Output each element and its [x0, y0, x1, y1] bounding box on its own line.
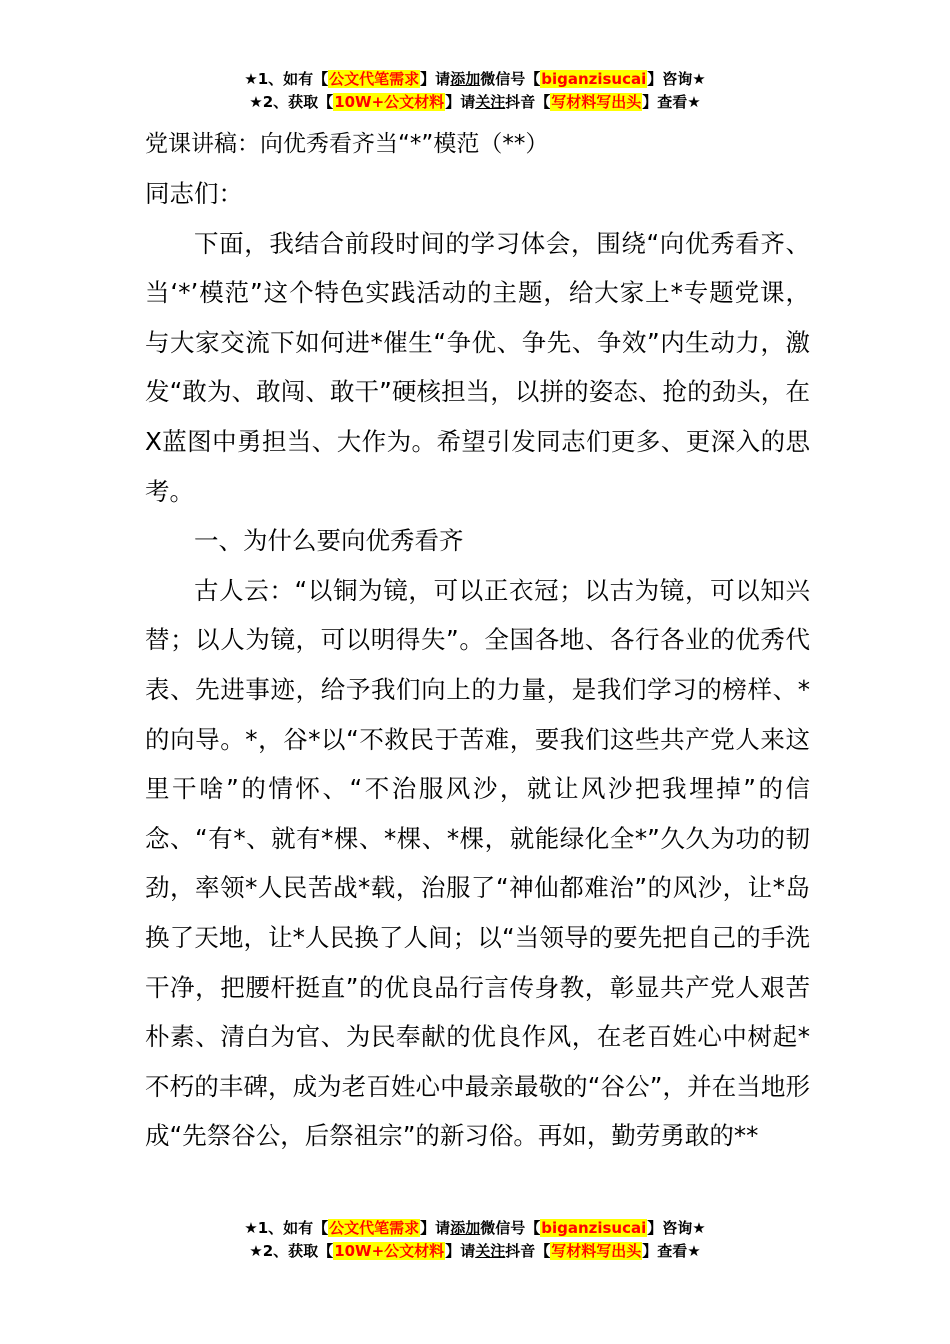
document-body [145, 120, 810, 1161]
highlight-text: biganzisucai [541, 1219, 647, 1237]
banner-line-2: ★2、获取【10W+公文材料】请关注抖音【写材料写出头】查看★ [249, 1242, 701, 1260]
header-banner [0, 68, 950, 114]
banner-line-2: ★2、获取【10W+公文材料】请关注抖音【写材料写出头】查看★ [249, 93, 701, 111]
highlight-text: 写材料写出头 [551, 1242, 642, 1260]
document-title: 党课讲稿：向优秀看齐当“*”模范（**） [145, 131, 549, 157]
salutation: 同志们： [145, 179, 243, 208]
paragraph: 古人云：“以铜为镜，可以正衣冠；以古为镜，可以知兴替；以人为镜，可以明得失”。全国各地、各行各业的优秀代表、先进事迹，给予我们向上的力量，是我们学习的榜样、*的向导。*，谷*以“不救民于苦难，要我们这些共产党人来这里干啥”的情怀、“不治服风沙，就让风沙把我埋掉”的信念、“有*、就有*棵、*棵、*棵，就能绿化全*”久久为功的韧劲，率领*人民苦战*载，治服了“神仙都难治”的风沙，让*岛换了天地，让*人民换了人间；以“当领导的要先把自己的手洗干净，把腰杆挺直”的优良品行言传身教，彰显共产党人艰苦朴素、清白为官、为民奉献的优良作风，在老百姓心中树起*不朽的丰碑，成为老百姓心中最亲最敬的“谷公”，并在当地形成“先祭谷公，后祭祖宗”的新习俗。再如，勤劳勇敢的** [145, 575, 810, 1151]
section-heading: 一、为什么要向优秀看齐 [194, 526, 464, 556]
banner-line-1: ★1、如有【公文代笔需求】请添加微信号【biganzisucai】咨询★ [244, 70, 706, 88]
footer-banner [0, 1217, 950, 1263]
highlight-text: 公文代笔需求 [329, 70, 420, 88]
highlight-text: 写材料写出头 [551, 93, 642, 111]
highlight-text: 10W+公文材料 [334, 1242, 445, 1260]
banner-line-1: ★1、如有【公文代笔需求】请添加微信号【biganzisucai】咨询★ [244, 1219, 706, 1237]
highlight-text: 10W+公文材料 [334, 93, 445, 111]
highlight-text: biganzisucai [541, 70, 647, 88]
highlight-text: 公文代笔需求 [329, 1219, 420, 1237]
paragraph: 下面，我结合前段时间的学习体会，围绕“向优秀看齐、当‘*’模范”这个特色实践活动的主题，给大家上*专题党课，与大家交流下如何进*催生“争优、争先、争效”内生动力，激发“敢为、敢闯、敢干”硬核担当，以拼的姿态、抢的劲头，在X蓝图中勇担当、大作为。希望引发同志们更多、更深入的思考。 [145, 228, 810, 506]
